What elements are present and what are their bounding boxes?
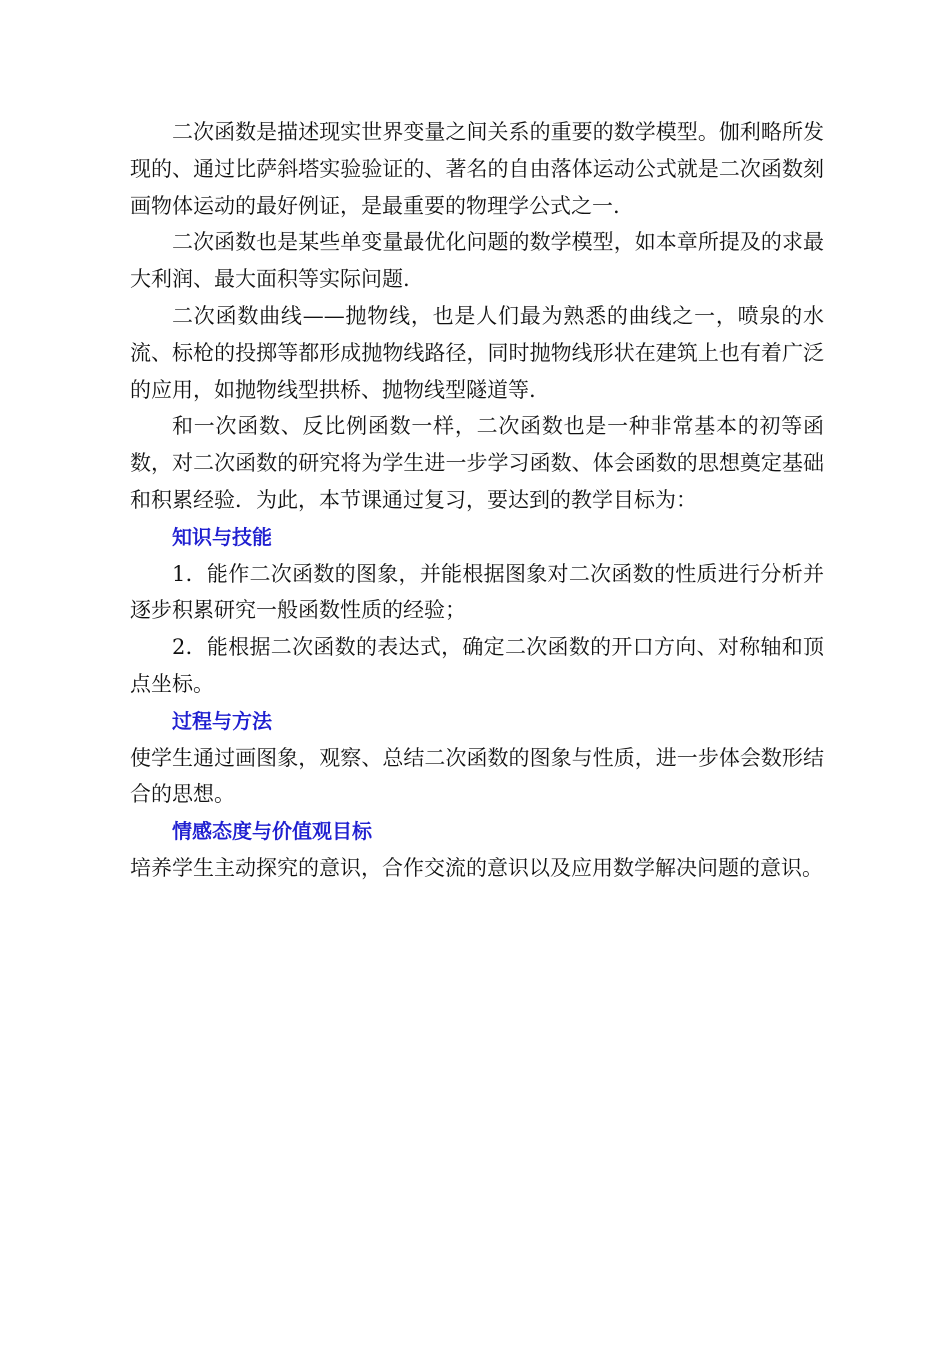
intro-paragraph-1: 二次函数是描述现实世界变量之间关系的重要的数学模型。伽利略所发现的、通过比萨斜塔实验验证的、著名的自由落体运动公式就是二次函数刻画物体运动的最好例证，是最重要的物理学公式之一. [130,120,824,218]
section-heading-process: 过程与方法 [172,708,272,733]
knowledge-item-1: 1．能作二次函数的图象，并能根据图象对二次函数的性质进行分析并逐步积累研究一般函数性质的经验； [130,561,824,623]
document-page [130,114,824,887]
section-heading-knowledge: 知识与技能 [172,524,272,549]
process-text: 使学生通过画图象，观察、总结二次函数的图象与性质，进一步体会数形结合的思想。 [130,745,824,807]
intro-paragraph-2: 二次函数也是某些单变量最优化问题的数学模型，如本章所提及的求最大利润、最大面积等实际问题. [130,230,824,292]
knowledge-item-2: 2．能根据二次函数的表达式，确定二次函数的开口方向、对称轴和顶点坐标。 [130,635,824,696]
intro-paragraph-3: 二次函数曲线——抛物线，也是人们最为熟悉的曲线之一，喷泉的水流、标枪的投掷等都形成抛物线路径，同时抛物线形状在建筑上也有着广泛的应用，如抛物线型拱桥、抛物线型隧道等. [130,303,824,402]
emotion-text: 培养学生主动探究的意识，合作交流的意识以及应用数学解决问题的意识。 [130,855,823,880]
section-heading-emotion: 情感态度与价值观目标 [172,819,372,844]
intro-paragraph-4: 和一次函数、反比例函数一样，二次函数也是一种非常基本的初等函数，对二次函数的研究将为学生进一步学习函数、体会函数的思想奠定基础和积累经验．为此，本节课通过复习，要达到的教学目标为： [130,414,824,512]
